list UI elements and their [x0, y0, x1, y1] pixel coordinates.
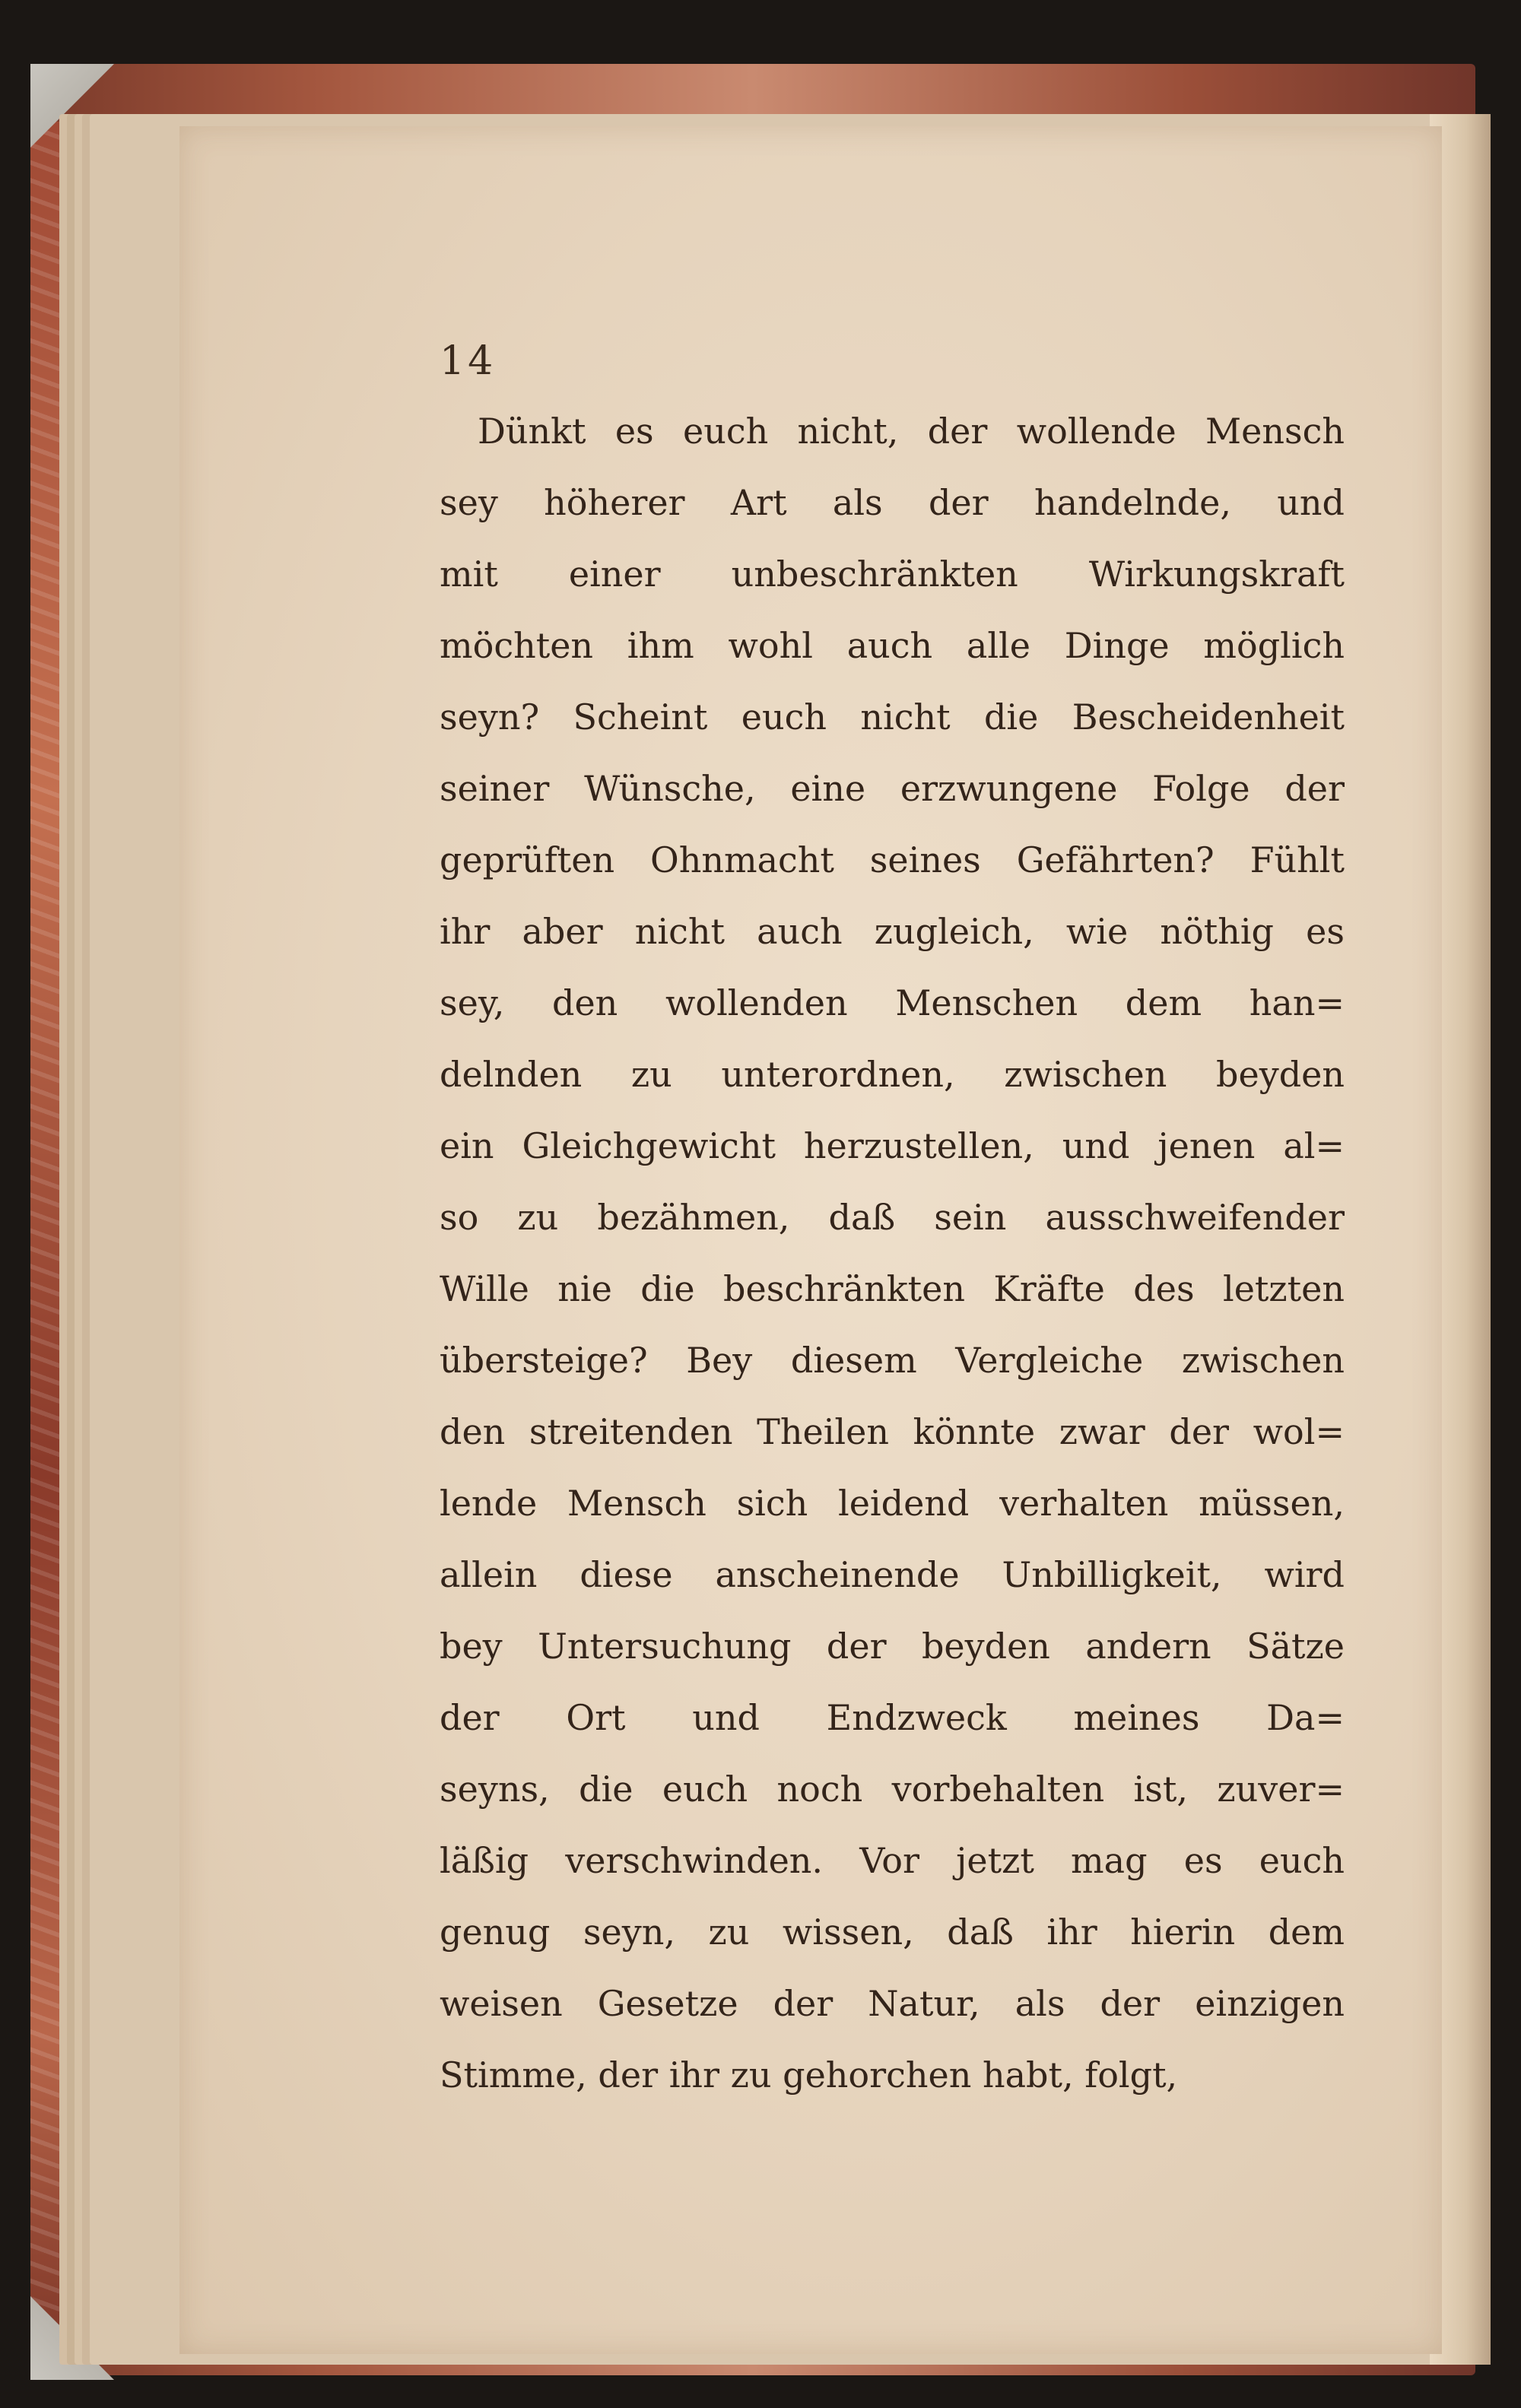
text-line: Stimme, der ihr zu gehorchen habt, folgt,	[440, 2054, 1178, 2095]
text-line: seiner Wünsche, eine erzwungene Folge der	[440, 768, 1345, 809]
text-line: der Ort und Endzweck meines Da=	[440, 1697, 1345, 1738]
marbled-edge	[30, 122, 76, 2372]
text-line: mit einer unbeschränkten Wirkungskraft	[440, 554, 1345, 595]
text-line: delnden zu unterordnen, zwischen beyden	[440, 1054, 1345, 1095]
text-line: Wille nie die beschränkten Kräfte des letzten	[440, 1268, 1345, 1309]
text-line: lende Mensch sich leidend verhalten müssen,	[440, 1483, 1345, 1524]
text-line: allein diese anscheinende Unbilligkeit, wird	[440, 1554, 1345, 1595]
text-line: Dünkt es euch nicht, der wollende Mensch	[478, 411, 1345, 452]
text-line: so zu bezähmen, daß sein ausschweifender	[440, 1197, 1345, 1238]
text-line: geprüften Ohnmacht seines Gefährten? Fühlt	[440, 839, 1345, 880]
text-line: den streitenden Theilen könnte zwar der wol=	[440, 1411, 1345, 1452]
page-number: 14	[440, 338, 497, 384]
text-line: seyns, die euch noch vorbehalten ist, zuver=	[440, 1769, 1345, 1810]
text-line: weisen Gesetze der Natur, als der einzigen	[440, 1983, 1345, 2024]
text-line: sey höherer Art als der handelnde, und	[440, 482, 1345, 523]
text-line: bey Untersuchung der beyden andern Sätze	[440, 1626, 1345, 1667]
text-line: möchten ihm wohl auch alle Dinge möglich	[440, 625, 1345, 666]
text-line: ihr aber nicht auch zugleich, wie nöthig es	[440, 911, 1345, 952]
text-line: sey, den wollenden Menschen dem han=	[440, 982, 1345, 1023]
page-text	[440, 395, 1345, 2144]
text-line: übersteige? Bey diesem Vergleiche zwischen	[440, 1340, 1345, 1381]
text-line: läßig verschwinden. Vor jetzt mag es euch	[440, 1840, 1345, 1881]
text-line: genug seyn, zu wissen, daß ihr hierin dem	[440, 1911, 1345, 1953]
text-line: ein Gleichgewicht herzustellen, und jenen al=	[440, 1125, 1345, 1166]
text-line: seyn? Scheint euch nicht die Bescheidenheit	[440, 696, 1345, 738]
